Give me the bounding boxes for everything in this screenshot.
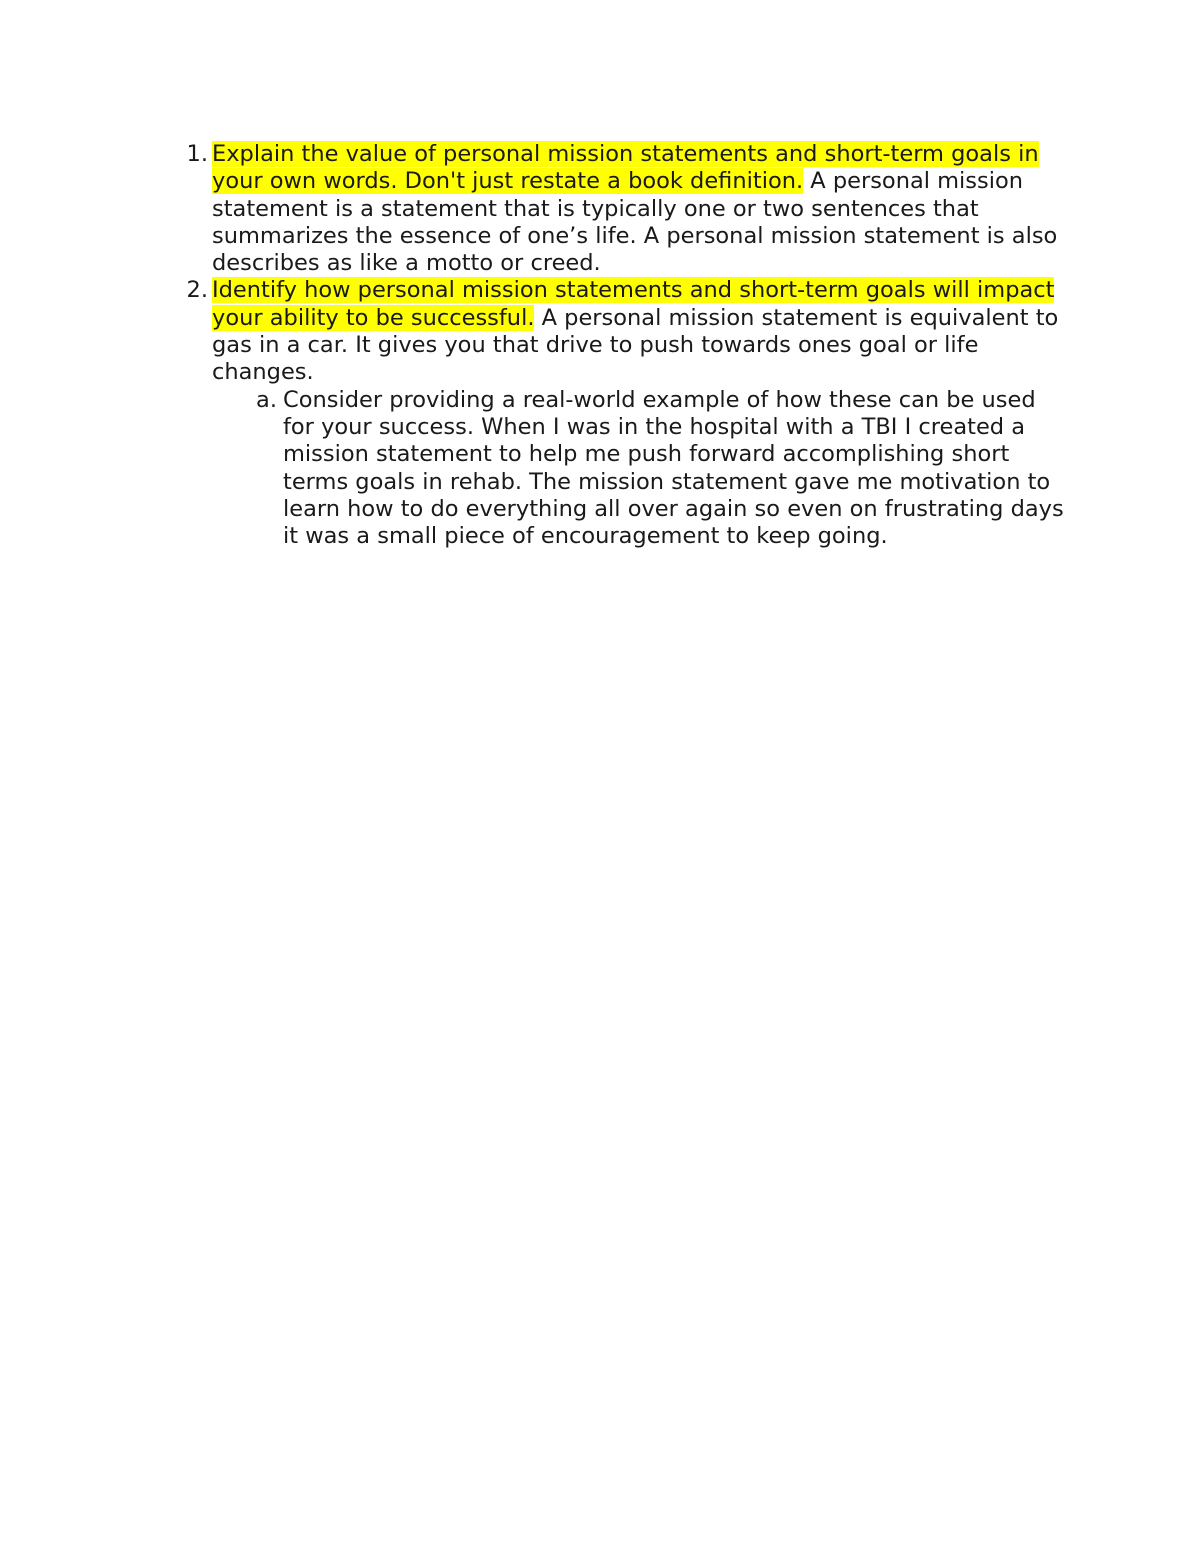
sub-list-item-a (256, 386, 1072, 551)
list-item-1 (186, 141, 1072, 277)
list-item-2 (186, 277, 1072, 550)
sub-item-text: Consider providing a real-world example of how these can be used for your success. When I was in the hospital with a TBI I created a mission statement to help me push forward accomplishing short terms goals in rehab. The mission statement gave me motivation to learn how to do everything all over again so even on frustrating days it was a small piece of encouragement to keep going. (283, 386, 1064, 550)
highlighted-prompt: Identify how personal mission statements and short-term goals will impact your ability to be successful. (212, 277, 1055, 331)
answer-text: A personal mission statement is a statement that is typically one or two sentences that summarizes the essence of one’s life. A personal mission statement is also describes as like a motto or creed. (212, 168, 1058, 277)
sub-list-marker: a. (256, 386, 277, 413)
highlighted-prompt: Explain the value of personal mission statements and short-term goals in your own words. Don't just restate a book definition. (212, 141, 1039, 195)
list-marker: 1. (186, 141, 208, 167)
numbered-list (186, 141, 1072, 550)
list-marker: 2. (186, 277, 208, 304)
sub-list (212, 387, 1072, 551)
answer-text: A personal mission statement is equivalent to gas in a car. It gives you that drive to push towards ones goal or life changes. (212, 304, 1059, 386)
